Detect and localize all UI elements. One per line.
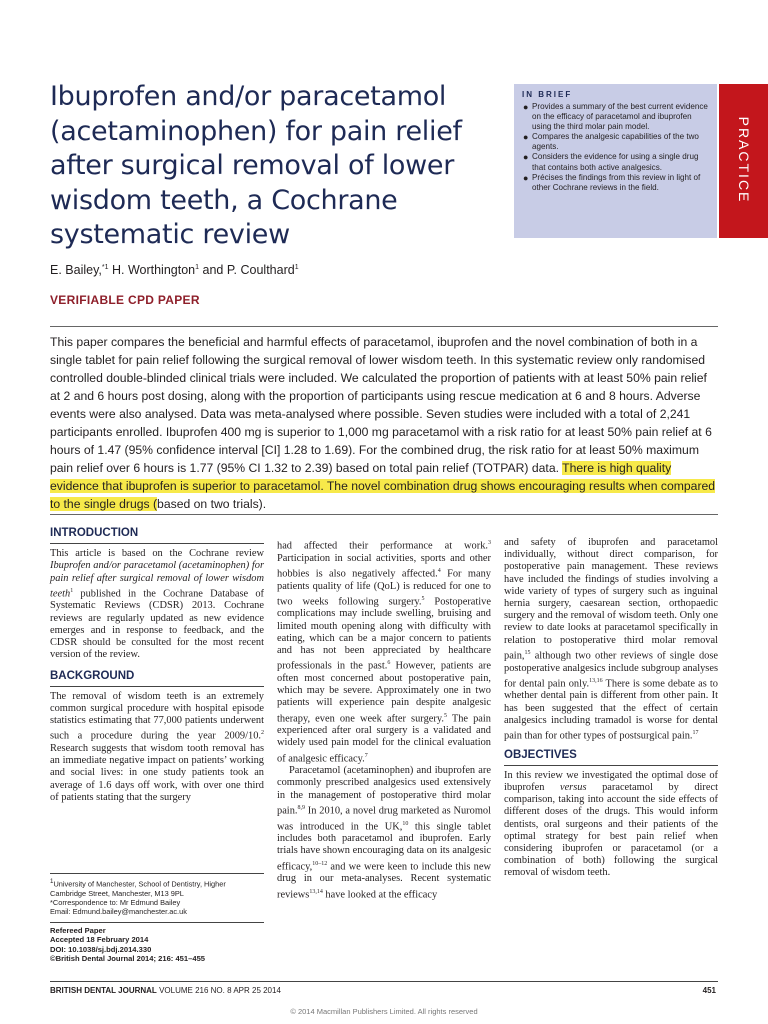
citation: 13,16	[589, 677, 603, 684]
citation: 15	[524, 649, 531, 656]
citation: 10–12	[312, 860, 328, 867]
citation: 10	[402, 820, 409, 827]
body-text: In 2010, a novel drug marketed as Nuromol was introduced in the UK,	[277, 805, 491, 833]
article-title: Ibuprofen and/or paracetamol (acetaminophen) for pain relief after surgical removal of lower wisdom teeth, a Cochrane systematic review	[50, 81, 462, 250]
journal-issue: VOLUME 216 NO. 8 APR 25 2014	[159, 986, 281, 995]
citation: 5	[421, 595, 425, 602]
bullet-icon: ●	[523, 102, 529, 112]
intro-text: This article is based on the Cochrane review	[50, 548, 264, 560]
abstract-top-rule	[50, 326, 718, 327]
citation: 3	[488, 540, 491, 546]
body-text: There is some debate as to whether dental pain is different from other pain. It has been suggested that the effect of certain analgesics including tramadol is worse for dental pain than for other types of postsurgical pain.	[504, 678, 718, 742]
in-brief-item	[523, 102, 709, 132]
author-bailey: E. Bailey,	[50, 263, 102, 277]
journal-name: BRITISH DENTAL JOURNAL	[50, 986, 157, 995]
body-text: and safety of ibuprofen and paracetamol individually, without direct comparison, for postoperative pain management. These reviews have included the findings of studies involving a wide variety of types of surgery such as inguinal hernia surgery, caesarean section, orthopaedic surgery and the removal of wisdom teeth. Only one review to date looks at paracetamol specifically in relation to postoperative third molar removal pain,	[504, 537, 718, 662]
body-text: have looked at the efficacy	[322, 888, 438, 900]
objectives-italic: versus	[559, 782, 587, 794]
section-tab	[719, 84, 768, 238]
affiliations	[50, 873, 264, 916]
objectives-text: paracetamol by direct comparison, taking into account the side effects of different doses of the drugs. This would inform dentists, oral surgeons and their patients of the optimal strategy for best pain relief when considering ibuprofen or paracetamol (or a combination of both) following the surgical removal of wisdom teeth.	[504, 782, 718, 879]
body-text: The pain experienced after oral surgery is a validated and widely used pain model for the clinical evaluation of analgesic efficacy.	[277, 712, 491, 765]
body-text: Postoperative complications may include swelling, bruising and limited mouth opening along with difficulty with eating, which can be a major concern to patients and has not been appreciated by healthcare professionals in the past.	[277, 596, 491, 672]
in-brief-item-text: Précises the findings from this review in light of other Cochrane reviews in the field.	[532, 172, 701, 192]
author-list	[50, 263, 299, 277]
in-brief-item-text: Compares the analgesic capabilities of the two agents.	[532, 132, 699, 152]
abstract	[50, 333, 718, 513]
body-paragraph	[277, 765, 491, 901]
in-brief-item	[523, 152, 709, 172]
affiliation-address	[50, 877, 264, 898]
page-number: 451	[702, 986, 716, 995]
citation: 5	[443, 712, 447, 719]
in-brief-item	[523, 172, 709, 193]
author-bailey-affiliation: *1	[101, 263, 109, 271]
bullet-icon: ●	[523, 172, 529, 183]
review-title-italic: Ibuprofen and/or paracetamol (acetaminophen) for pain relief after surgical removal of lower wisdom teeth	[50, 560, 264, 600]
email: Email: Edmund.bailey@manchester.ac.uk	[50, 907, 187, 917]
body-paragraph	[504, 537, 718, 743]
refereed-info	[50, 922, 264, 964]
author-worthington: H. Worthington	[108, 263, 196, 277]
body-text: this single tablet includes both paracetamol and ibuprofen. Early trials have shown encouraging data on its analgesic efficacy,	[277, 821, 491, 873]
in-brief-box	[514, 84, 717, 238]
bullet-icon: ●	[523, 132, 529, 143]
in-brief-heading: IN BRIEF	[522, 90, 573, 99]
citation: 8,9	[297, 804, 305, 811]
citation: 7	[364, 752, 368, 759]
in-brief-item-text: Considers the evidence for using a single drug that contains both active analgesics.	[532, 152, 699, 172]
intro-text: published in the Cochrane Database of Systematic Reviews (CDSR) 2013. Cochrane reviews are regularly updated as new evidence emerges and in response to feedback, and the CDSR should be consulted for the most recent version of the review.	[50, 588, 264, 661]
body-paragraph	[277, 537, 491, 765]
body-text: although two other reviews of single dose postoperative analgesics include subgroup analyses for dental pain only.	[504, 650, 718, 690]
affiliation-marker: 1	[50, 878, 54, 885]
background-heading: BACKGROUND	[50, 670, 264, 687]
background-text: Research suggests that wisdom tooth removal has an immediate negative impact on patients’ working and social lives: in one study patients took an average of 1.6 days off work, with over one third of patients stating that the surgery	[50, 742, 264, 803]
citation: 1	[70, 587, 74, 594]
citation: 2	[261, 730, 264, 737]
body-text: had affected their performance at work.	[277, 540, 488, 552]
footer-rule	[50, 981, 718, 982]
citation: 17	[692, 729, 699, 736]
body-text: For many patients quality of life (QoL) is reduced for one to two weeks following surgery.	[277, 568, 491, 608]
copyright-notice: © 2014 Macmillan Publishers Limited. All rights reserved	[290, 1007, 478, 1016]
objectives-heading: OBJECTIVES	[504, 749, 718, 766]
column-1	[50, 527, 264, 804]
body-text: Participation in social activities, sports and other hobbies is also negatively affected.	[277, 552, 491, 580]
citation: 6	[387, 660, 391, 667]
cpd-label: VERIFIABLE CPD PAPER	[50, 293, 200, 307]
body-text: Paracetamol (acetaminophen) and ibuprofen are commonly prescribed analgesics used extensively in the management of postoperative third molar pain.	[277, 765, 491, 817]
section-tab-label: PRACTICE	[736, 116, 752, 204]
background-text: The removal of wisdom teeth is an extremely common surgical procedure with hospital episode statistics estimating that 77,000 patients underwent such a procedure during the year 2009/10.	[50, 690, 264, 742]
citation-line: ©British Dental Journal 2014; 216: 451–455	[50, 954, 206, 964]
in-brief-item	[523, 132, 709, 152]
body-text: and we were keen to include this new drug in our meta-analyses. Recent systematic reviews	[277, 861, 491, 900]
author-coulthard: and P. Coulthard	[199, 263, 295, 277]
abstract-bottom-rule	[50, 514, 718, 515]
objectives-text: In this review we investigated the optimal dose of ibuprofen	[504, 769, 718, 794]
footer-journal-info	[50, 986, 281, 995]
accepted-date: Accepted 18 February 2014	[50, 935, 149, 945]
abstract-text: This paper compares the beneficial and harmful effects of paracetamol, ibuprofen and the novel combination of both in a single tablet for pain relief following the surgical removal of lower wisdom teeth. In this systematic review only randomised controlled double-blinded clinical trials were included. We calculated the proportion of patients with at least 50% pain relief at 2 and 6 hours post dosing, along with the proportion of participants using rescue medication at 6 and 8 hours. Adverse events were also analysed. Data was meta-analysed where possible. Seven studies were included with a total of 2,241 participants enrolled. Ibuprofen 400 mg is superior to 1,000 mg paracetamol with a risk ratio for at least 50% pain relief at 6 hours of 1.47 (95% confidence interval [CI] 1.28 to 1.69). For the combined drug, the risk ratio for at least 50% maximum pain relief over 6 hours is 1.77 (95% CI 1.32 to 2.39) based on total pain relief (TOTPAR) data.	[50, 335, 712, 475]
citation: 4	[437, 567, 441, 574]
objectives-paragraph	[504, 770, 718, 880]
author-coulthard-affiliation: 1	[294, 263, 299, 271]
abstract-highlight: There is high quality evidence that ibuprofen is superior to paracetamol. The novel combination drug shows encouraging results when compared to the single drugs (	[50, 461, 716, 511]
in-brief-list	[522, 102, 709, 193]
author-worthington-affiliation: 1	[195, 263, 200, 271]
doi: DOI: 10.1038/sj.bdj.2014.330	[50, 944, 152, 954]
body-text: However, patients are often most concerned about postoperative pain, which may be severe. Approximately one in two patients will experience pain despite analgesic therapy, even one week after surgery.	[277, 660, 492, 724]
citation: 13,14	[309, 888, 323, 895]
correspondence: *Correspondence to: Mr Edmund Bailey	[50, 897, 181, 907]
background-paragraph	[50, 691, 264, 804]
introduction-heading: INTRODUCTION	[50, 527, 264, 544]
column-2	[277, 537, 491, 901]
bullet-icon: ●	[523, 152, 529, 163]
refereed-paper: Refereed Paper	[50, 926, 106, 935]
affiliation-text: University of Manchester, School of Dentistry, Higher Cambridge Street, Manchester, M13 9PL	[50, 879, 226, 898]
introduction-paragraph	[50, 548, 264, 661]
in-brief-item-text: Provides a summary of the best current evidence on the efficacy of paracetamol and ibuprofen using the third molar pain model.	[532, 102, 708, 132]
column-3	[504, 537, 718, 880]
abstract-text-end: based on two trials).	[157, 497, 267, 511]
